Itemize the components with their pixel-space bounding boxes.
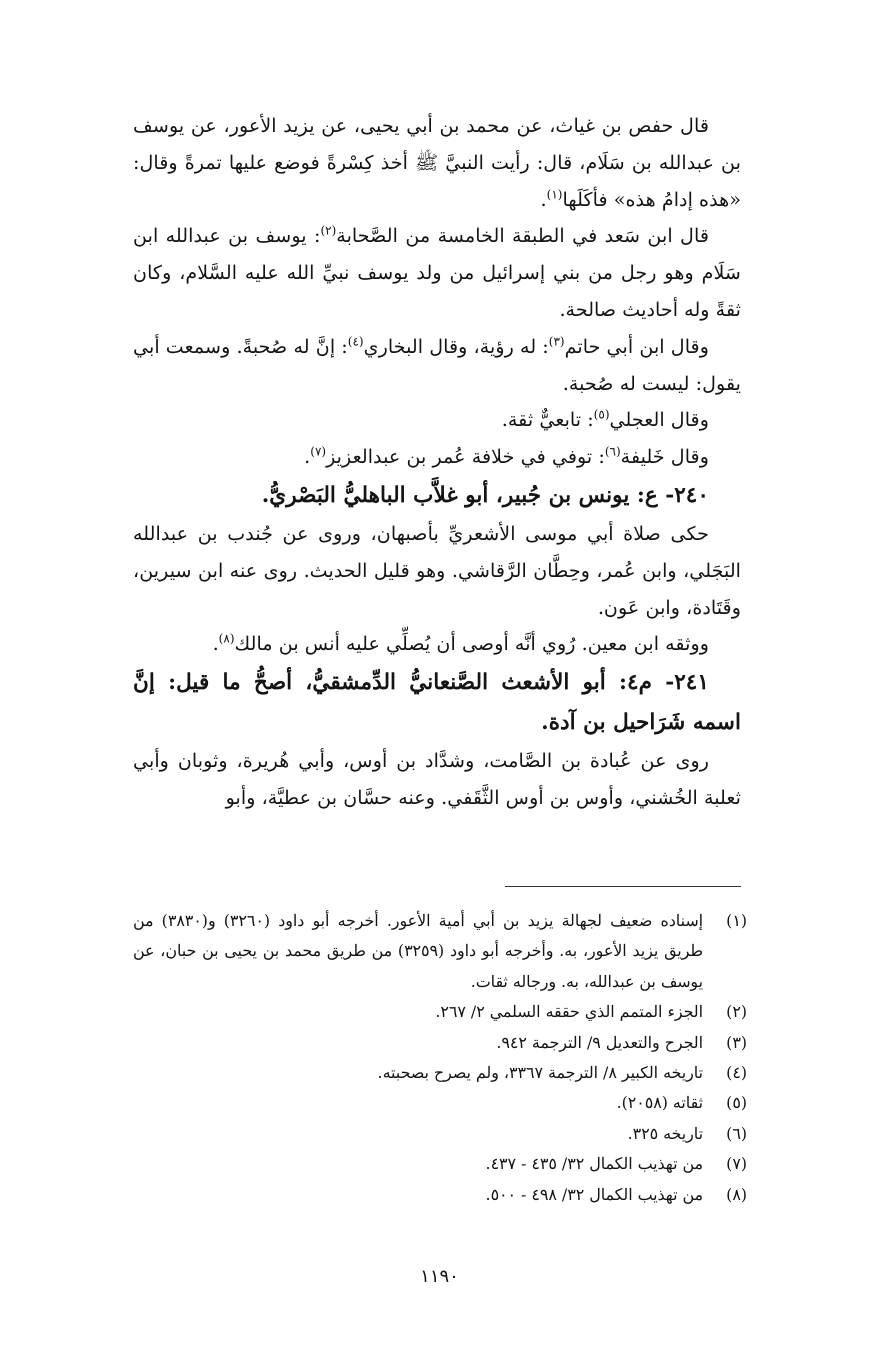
paragraph-entry-240-tawthiq <box>133 626 741 663</box>
footnote-mark[interactable]: (٤) <box>347 334 364 349</box>
footnotes <box>133 906 747 1210</box>
footnote-number: (٨) <box>726 1184 747 1204</box>
main-text <box>133 108 741 817</box>
footnote-text: من تهذيب الكمال ٣٢/ ٤٣٥ - ٤٣٧. <box>485 1154 703 1174</box>
paragraph-entry-241: روى عن عُبادة بن الصَّامت، وشدَّاد بن أوس، وأبي هُريرة، وثوبان وأبي ثعلبة الخُشني، وأوس بن أوس الثَّقَفي. وعنه حسَّان بن عطيَّة، وأبو <box>133 749 741 809</box>
paragraph-text: : إنَّ له صُحبةً. وسمعت أبي يقول: ليست له صُحبة. <box>133 334 741 395</box>
footnote-text: إسناده ضعيف لجهالة يزيد بن أبي أمية الأعور. أخرجه أبو داود (٣٢٦٠) و(٣٨٣٠) من طريق يزيد الأعور، به. وأخرجه أبو داود (٣٢٥٩) من طريق محمد بن يحيى بن حبان، عن يوسف بن عبدالله، به. ورجاله ثقات. <box>133 911 703 991</box>
footnote-8 <box>133 1180 747 1210</box>
footnote-text: الجزء المتمم الذي حققه السلمي ٢/ ٢٦٧. <box>435 1002 703 1022</box>
paragraph-text: : تابعيٌّ ثقة. <box>501 408 594 432</box>
footnote-mark[interactable]: (١) <box>546 187 563 202</box>
paragraph-text: قال ابن سَعد في الطبقة الخامسة من الصَّحابة <box>336 224 709 248</box>
paragraph-text: . <box>540 187 547 211</box>
entry-heading-240: ٢٤٠- ع: يونس بن جُبير، أبو غلاَّب الباهليُّ البَصْريُّ. <box>261 482 709 508</box>
paragraph-khalifa <box>133 439 741 476</box>
footnote-number: (٥) <box>726 1093 747 1113</box>
footnote-text: من تهذيب الكمال ٣٢/ ٤٩٨ - ٥٠٠. <box>485 1184 703 1204</box>
paragraph-text: . <box>212 632 219 656</box>
footnote-text: الجرح والتعديل ٩/ الترجمة ٩٤٢. <box>496 1032 703 1052</box>
footnote-5 <box>133 1088 747 1118</box>
footnote-number: (٧) <box>726 1154 747 1174</box>
paragraph-abi-hatim <box>133 329 741 403</box>
footnote-mark[interactable]: (٧) <box>310 444 327 459</box>
footnote-2 <box>133 997 747 1027</box>
paragraph-text: : توفي في خلافة عُمر بن عبدالعزيز <box>326 445 605 469</box>
paragraph-ibn-saad <box>133 218 741 328</box>
footnote-divider <box>505 886 741 887</box>
paragraph-text: : يوسف بن عبدالله ابن سَلَام وهو رجل من بني إسرائيل من ولد يوسف نبيِّ الله عليه السَّلام، وكان ثقةً وله أحاديث صالحة. <box>133 224 741 321</box>
footnote-mark[interactable]: (٥) <box>593 407 610 422</box>
footnote-7 <box>133 1149 747 1179</box>
footnote-number: (٢) <box>726 1002 747 1022</box>
page-number: ١١٩٠ <box>420 1266 459 1287</box>
footnote-number: (٦) <box>726 1123 747 1143</box>
paragraph-text: ووثقه ابن معين. رُوي أنَّه أوصى أن يُصلِّي عليه أنس بن مالك <box>234 632 709 656</box>
paragraph-text: وقال العجلي <box>609 408 709 432</box>
paragraph-text: وقال ابن أبي حاتم <box>564 334 709 358</box>
footnote-6 <box>133 1119 747 1149</box>
footnote-text: ثقاته (٢٠٥٨). <box>616 1093 703 1113</box>
footnote-mark[interactable]: (٢) <box>320 224 337 238</box>
footnote-mark[interactable]: (٣) <box>548 334 565 349</box>
footnote-text: تاريخه الكبير ٨/ الترجمة ٣٣٦٧، ولم يصرح بصحبته. <box>377 1063 703 1083</box>
entry-heading-241: ٢٤١- م٤: أبو الأشعث الصَّنعانيُّ الدِّمشقيُّ، أصحُّ ما قيل: إنَّ اسمه شَرَاحيل بن آدة. <box>133 670 741 736</box>
paragraph-text: : له رؤية، وقال البخاري <box>363 334 549 358</box>
footnote-mark[interactable]: (٦) <box>604 444 621 459</box>
paragraph-text: قال حفص بن غياث، عن محمد بن أبي يحيى، عن يزيد الأعور، عن يوسف بن عبدالله بن سَلَام، قال: رأيت النبيَّ ﷺ أخذ كِسْرةً فوضع عليها تمرةً وقال: «هذه إدامُ هذه» فأكَلَها <box>133 114 741 211</box>
footnote-number: (٣) <box>726 1032 747 1052</box>
footnote-number: (٤) <box>726 1063 747 1083</box>
footnote-1 <box>133 906 747 997</box>
footnote-4 <box>133 1058 747 1088</box>
paragraph-text: . <box>304 445 311 469</box>
footnote-mark[interactable]: (٨) <box>218 631 235 646</box>
paragraph-entry-240: حكى صلاة أبي موسى الأشعريِّ بأصبهان، وروى عن جُندب بن عبدالله البَجَلي، وابن عُمر، وحِطَّان الرَّقاشي. وهو قليل الحديث. روى عنه ابن سيرين، وقَتَادة، وابن عَون. <box>133 521 741 619</box>
paragraph-hafs <box>133 108 741 218</box>
paragraph-ijli <box>133 402 741 439</box>
footnote-number: (١) <box>726 911 747 930</box>
footnote-text: تاريخه ٣٢٥. <box>627 1123 703 1143</box>
paragraph-text: وقال خَليفة <box>620 445 709 469</box>
footnote-3 <box>133 1028 747 1058</box>
